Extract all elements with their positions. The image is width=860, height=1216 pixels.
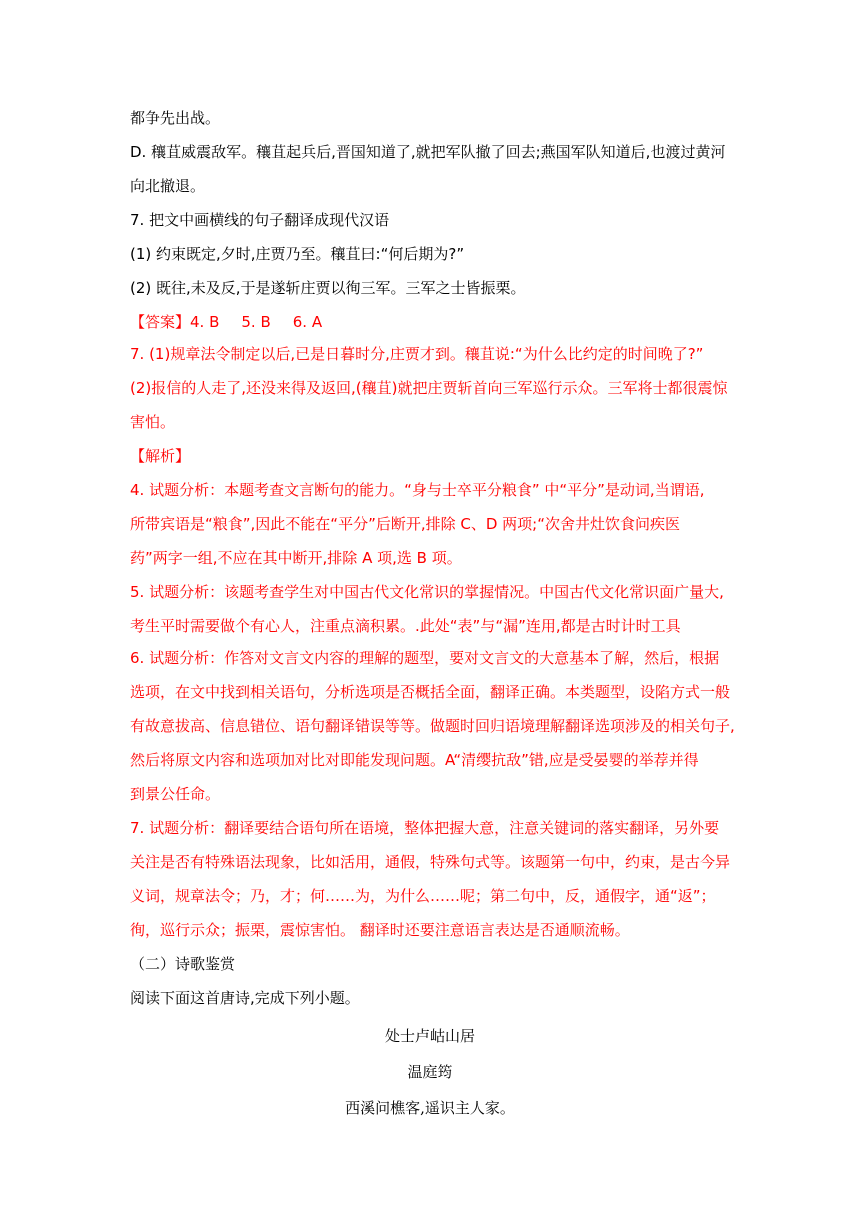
- poem-title: 处士卢岵山居: [384, 1027, 475, 1045]
- answer-7-1: 7. (1)规章法令制定以后,已是日暮时分,庄贾才到。穰苴说:“为什么比约定的时间晚了?”: [130, 345, 704, 363]
- analysis-7-line2: 关注是否有特殊语法现象，比如活用，通假，特殊句式等。该题第一句中，约束，是古今异: [130, 853, 731, 871]
- poem-line1: 西溪问樵客,遥识主人家。: [345, 1099, 515, 1117]
- analysis-6-line5: 到景公任命。: [130, 785, 221, 803]
- analysis-7-line3: 义词，规章法令；乃，才；何……为，为什么……呢；第二句中，反，通假字，通“返”；: [130, 887, 716, 905]
- option-d-line2: 向北撤退。: [130, 177, 206, 195]
- answer-5: 5. B: [241, 313, 271, 331]
- analysis-5-line1: 5. 试题分析：该题考查学生对中国古代文化常识的掌握情况。中国古代文化常识面广量大,: [130, 583, 724, 601]
- analysis-6-line3: 有故意拔高、信息错位、语句翻译错误等等。做题时回归语境理解翻译选项涉及的相关句子,: [130, 717, 735, 735]
- answer-6: 6. A: [292, 313, 323, 331]
- poem-author: 温庭筠: [407, 1063, 453, 1081]
- section-heading: （二）诗歌鉴赏: [130, 955, 236, 973]
- analysis-6-line1: 6. 试题分析：作答对文言文内容的理解的题型，要对文言文的大意基本了解，然后，根据: [130, 649, 720, 667]
- analysis-4-line1: 4. 试题分析：本题考查文言断句的能力。“身与士卒平分粮食” 中“平分”是动词,当谓语,: [130, 481, 705, 499]
- analysis-6-line2: 选项，在文中找到相关语句，分析选项是否概括全面，翻译正确。本类题型，设陷方式一般: [130, 683, 731, 701]
- answer-4: 4. B: [190, 313, 220, 331]
- analysis-7-line4: 徇，巡行示众；振栗，震惊害怕。 翻译时还要注意语言表达是否通顺流畅。: [130, 921, 630, 939]
- analysis-5-line2: 考生平时需要做个有心人，注重点滴积累。.此处“表”与“漏”连用,都是古时计时工具: [130, 617, 681, 635]
- question7-item2: (2) 既往,未及反,于是遂斩庄贾以徇三军。三军之士皆振栗。: [130, 279, 526, 297]
- question7-title: 7. 把文中画横线的句子翻译成现代汉语: [130, 211, 390, 229]
- analysis-label: 【解析】: [130, 447, 191, 465]
- analysis-4-line2: 所带宾语是“粮食”,因此不能在“平分”后断开,排除 C、D 两项;“次舍井灶饮食问疾医: [130, 515, 681, 533]
- option-d-line1: D. 穰苴威震敌军。穰苴起兵后,晋国知道了,就把军队撤了回去;燕国军队知道后,也渡过黄河: [130, 143, 726, 161]
- answer-line: [130, 312, 730, 332]
- analysis-6-line4: 然后将原文内容和选项加对比对即能发现问题。A“清缨抗敌”错,应是受晏婴的举荐并得: [130, 751, 699, 769]
- question7-item1: (1) 约束既定,夕时,庄贾乃至。穰苴曰:“何后期为?”: [130, 245, 465, 263]
- answer-7-2-line2: 害怕。: [130, 413, 176, 431]
- analysis-4-line3: 药”两字一组,不应在其中断开,排除 A 项,选 B 项。: [130, 549, 462, 567]
- section-intro: 阅读下面这首唐诗,完成下列小题。: [130, 989, 360, 1007]
- document-page: [130, 100, 735, 1118]
- answer-7-2-line1: (2)报信的人走了,还没来得及返回,(穰苴)就把庄贾斩首向三军巡行示众。三军将士都很震惊: [130, 379, 728, 397]
- analysis-7-line1: 7. 试题分析：翻译要结合语句所在语境，整体把握大意，注意关键词的落实翻译，另外要: [130, 819, 720, 837]
- answer-label: 【答案】: [130, 313, 191, 331]
- option-c-tail: 都争先出战。: [130, 109, 221, 127]
